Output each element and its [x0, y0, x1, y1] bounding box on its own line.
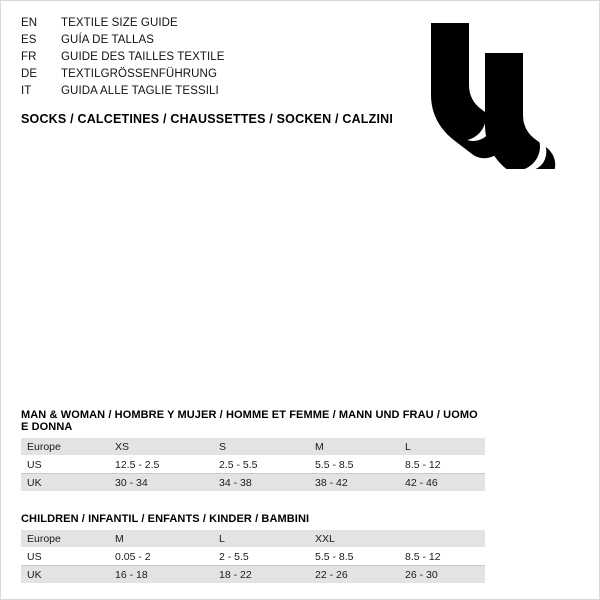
language-code: FR: [21, 51, 37, 63]
table-row: [21, 474, 485, 492]
column-header: M: [309, 438, 399, 456]
language-row: [21, 51, 361, 68]
cell-value: 34 - 38: [213, 474, 309, 492]
cell-value: 5.5 - 8.5: [309, 456, 399, 474]
cell-value: 8.5 - 12: [399, 548, 485, 566]
cell-value: 2.5 - 5.5: [213, 456, 309, 474]
children-table-title: CHILDREN / INFANTIL / ENFANTS / KINDER / BAMBINI: [21, 513, 310, 525]
row-label: US: [21, 548, 109, 566]
language-text: GUÍA DE TALLAS: [61, 34, 155, 46]
column-header: S: [213, 438, 309, 456]
children-size-table: [21, 530, 485, 584]
cell-value: 30 - 34: [109, 474, 213, 492]
language-code: ES: [21, 34, 37, 46]
cell-value: 12.5 - 2.5: [109, 456, 213, 474]
cell-value: 2 - 5.5: [213, 548, 309, 566]
language-row: [21, 17, 361, 34]
language-text: GUIDE DES TAILLES TEXTILE: [61, 51, 225, 63]
table-row: [21, 456, 485, 474]
table-row: [21, 548, 485, 566]
column-header: M: [109, 530, 213, 548]
cell-value: 42 - 46: [399, 474, 485, 492]
column-header: XS: [109, 438, 213, 456]
cell-value: 0.05 - 2: [109, 548, 213, 566]
cell-value: 22 - 26: [309, 566, 399, 584]
language-code: DE: [21, 68, 38, 80]
table-row: [21, 566, 485, 584]
cell-value: 38 - 42: [309, 474, 399, 492]
language-text: TEXTILGRÖSSENFÜHRUNG: [61, 68, 217, 80]
table-header-row: [21, 438, 485, 456]
language-row: [21, 68, 361, 85]
adult-size-section: [21, 409, 485, 492]
language-row: [21, 85, 361, 102]
cell-value: 26 - 30: [399, 566, 485, 584]
cell-value: 18 - 22: [213, 566, 309, 584]
cell-value: 16 - 18: [109, 566, 213, 584]
column-header: Europe: [21, 530, 109, 548]
page-title: SOCKS / CALCETINES / CHAUSSETTES / SOCKEN / CALZINI: [21, 112, 394, 126]
cell-value: 5.5 - 8.5: [309, 548, 399, 566]
language-code: IT: [21, 85, 32, 97]
column-header: Europe: [21, 438, 109, 456]
language-text: TEXTILE SIZE GUIDE: [61, 17, 178, 29]
cell-value: 8.5 - 12: [399, 456, 485, 474]
language-text: GUIDA ALLE TAGLIE TESSILI: [61, 85, 219, 97]
row-label: US: [21, 456, 109, 474]
socks-illustration: [409, 19, 569, 169]
column-header: XXL: [309, 530, 399, 548]
table-header-row: [21, 530, 485, 548]
column-header: L: [399, 438, 485, 456]
children-size-section: [21, 513, 485, 584]
language-list: [21, 17, 361, 102]
row-label: UK: [21, 566, 109, 584]
column-header: [399, 530, 485, 548]
adult-table-title: MAN & WOMAN / HOMBRE Y MUJER / HOMME ET FEMME / MANN UND FRAU / UOMO E DONNA: [21, 409, 478, 433]
language-row: [21, 34, 361, 51]
column-header: L: [213, 530, 309, 548]
row-label: UK: [21, 474, 109, 492]
adult-size-table: [21, 438, 485, 492]
language-code: EN: [21, 17, 38, 29]
